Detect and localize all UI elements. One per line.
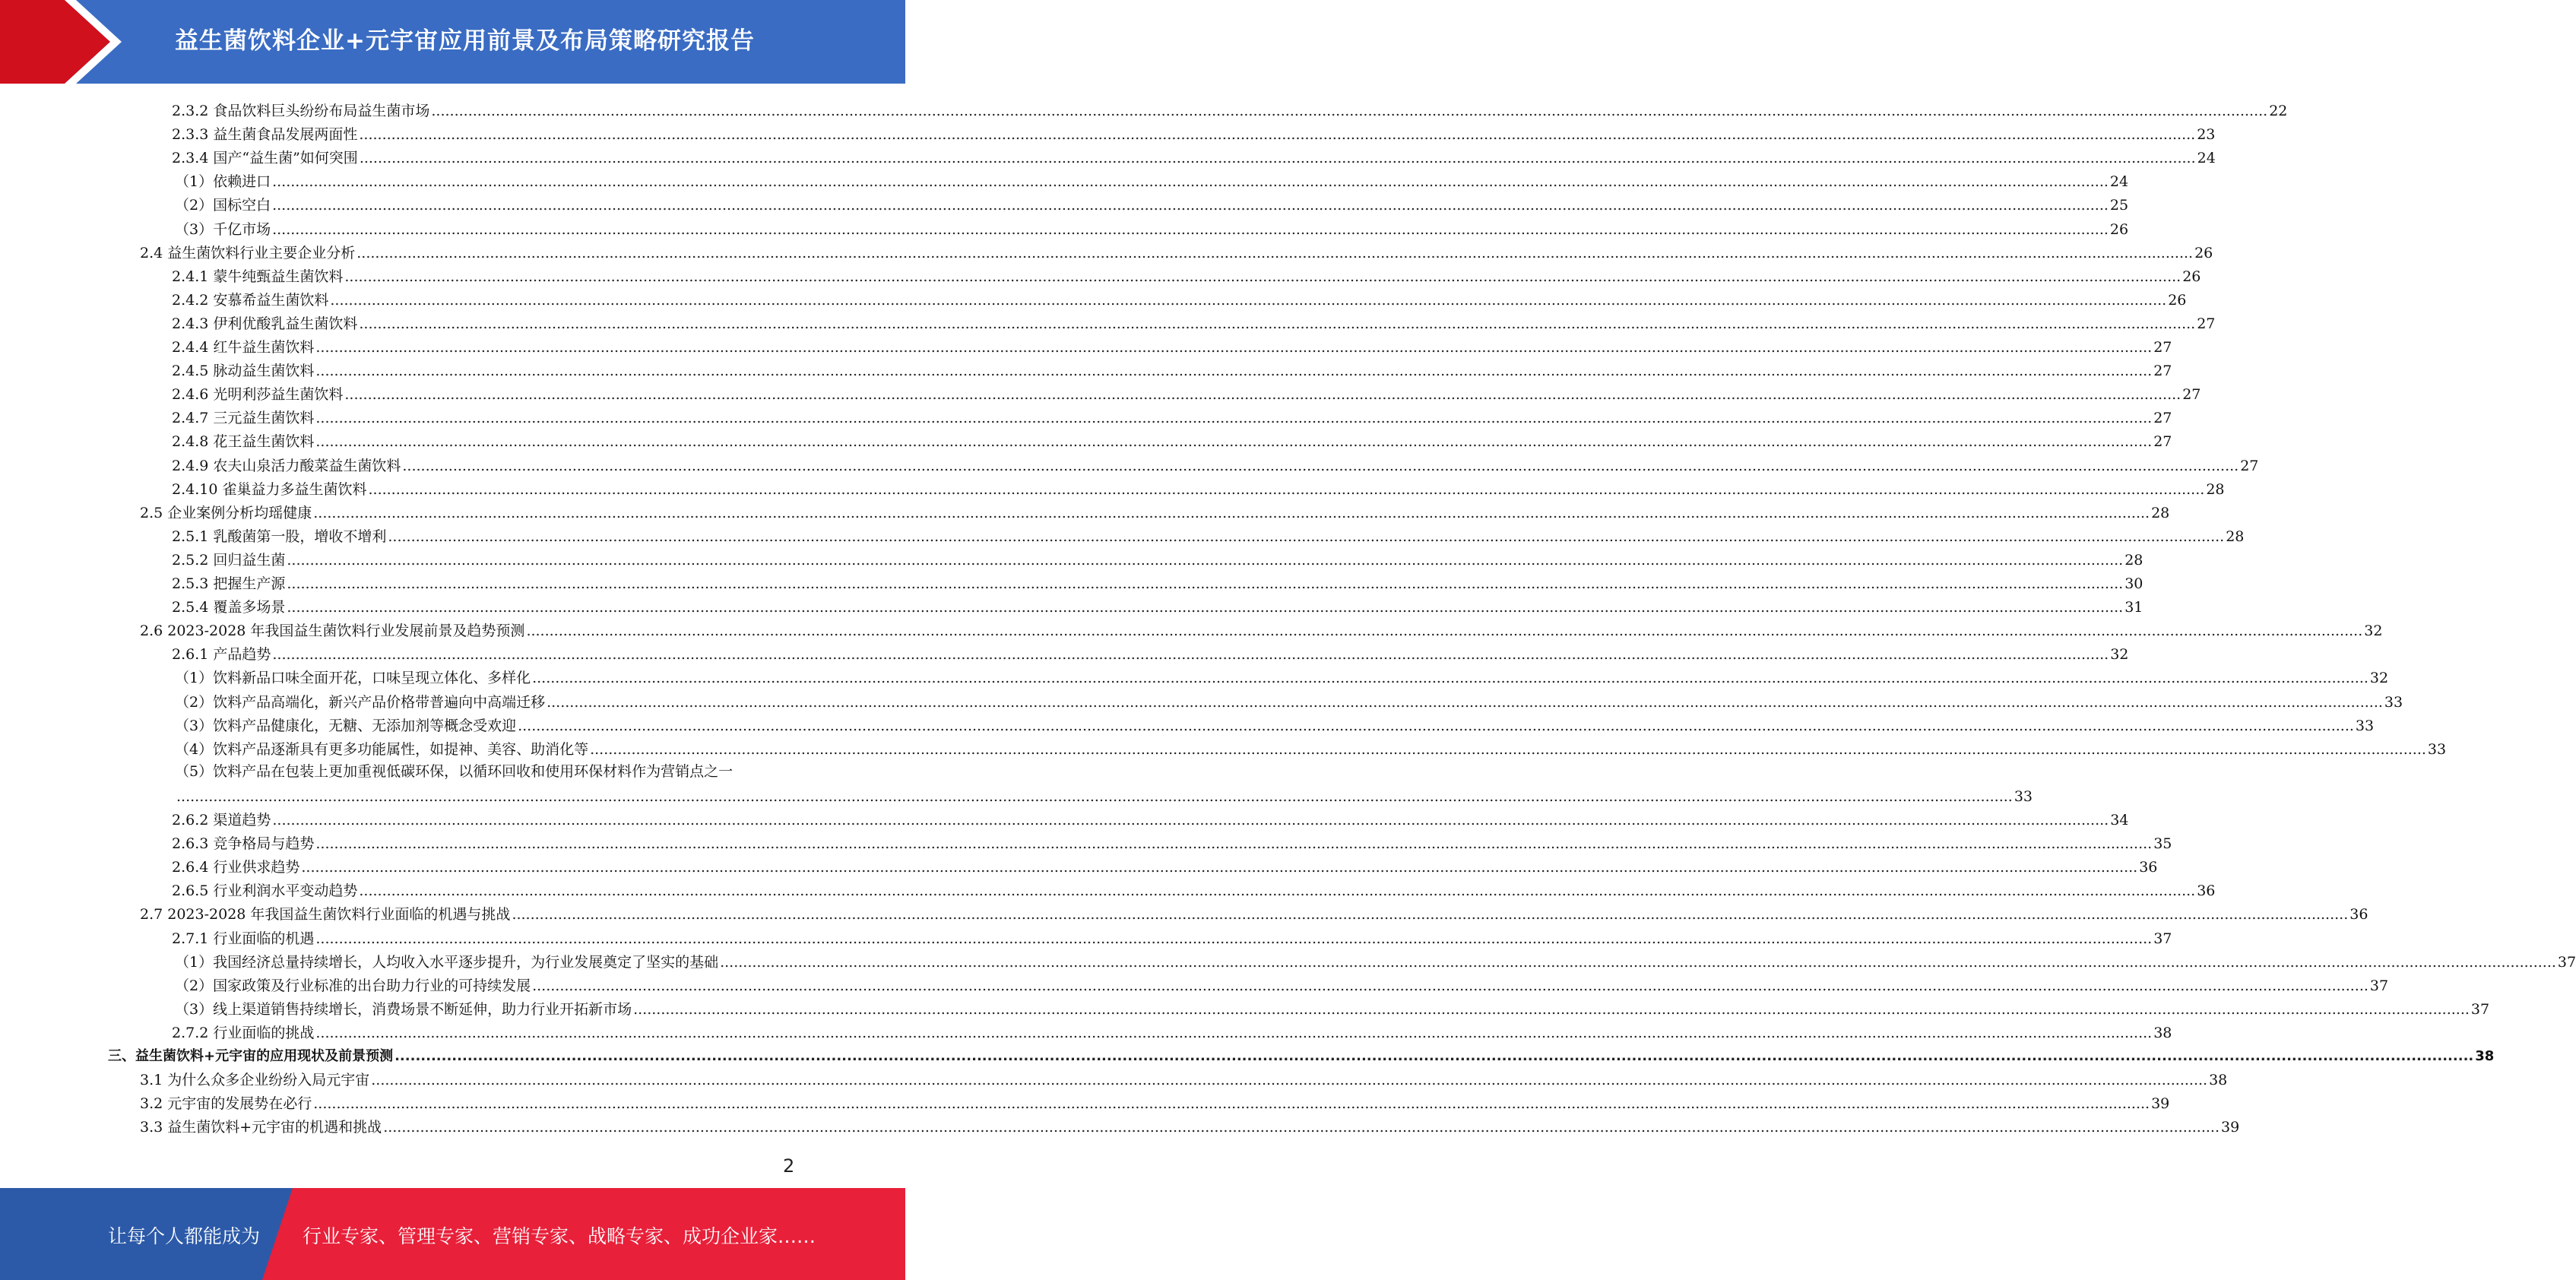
toc-entry-page: 33: [2014, 787, 2033, 805]
toc-entry-label: （1）我国经济总量持续增长，人均收入水平逐步提升，为行业发展奠定了坚实的基础: [175, 953, 719, 971]
toc-entry-label: 2.4.2 安慕希益生菌饮料: [172, 291, 329, 309]
toc-entry-page: 30: [2124, 575, 2143, 592]
toc-leader-dots: ................................................................................................................................................................................................................................................................................................................................................................................................................: [720, 953, 2556, 971]
toc-entry-page: 28: [2124, 551, 2143, 569]
toc-entry-label: 2.7.2 行业面临的挑战: [172, 1024, 315, 1041]
toc-entry-page: 36: [2197, 882, 2216, 900]
toc-entry[interactable]: [172, 594, 2143, 616]
toc-leader-dots: ................................................................................................................................................................................................................................................................................................................................................................................................................: [431, 103, 2268, 119]
footer-slogan-right: 行业专家、管理专家、营销专家、战略专家、成功企业家……: [303, 1225, 816, 1247]
toc-entry-page: 32: [2369, 670, 2389, 687]
toc-entry-label: （1）饮料新品口味全面开花，口味呈现立体化、多样化: [175, 670, 531, 687]
toc-entry[interactable]: [172, 877, 2216, 900]
toc-entry-label: 2.5.2 回归益生菌: [172, 551, 286, 569]
toc-leader-dots: ................................................................................................................................................................................................................................................................................................................................................................................................................: [315, 339, 2153, 356]
toc-entry-page: 22: [2269, 103, 2288, 119]
toc-entry[interactable]: [175, 664, 2389, 687]
toc-entry[interactable]: [172, 334, 2172, 356]
toc-entry-label: （5）饮料产品在包装上更加重视低碳环保，以循环回收和使用环保材料作为营销点之一: [175, 762, 734, 780]
toc-entry-label: 2.4 益生菌饮料行业主要企业分析: [140, 244, 356, 261]
toc-leader-dots: ................................................................................................................................................................................................................................................................................................................................................................................................................: [315, 930, 2153, 947]
page-footer: [0, 1188, 905, 1280]
toc-leader-dots: ................................................................................................................................................................................................................................................................................................................................................................................................................: [272, 220, 2109, 238]
toc-entry-label: 2.6.4 行业供求趋势: [172, 859, 300, 876]
toc-entry-page: 38: [2475, 1048, 2495, 1064]
toc-leader-dots: ................................................................................................................................................................................................................................................................................................................................................................................................................: [526, 623, 2363, 640]
toc-entry-label: 2.4.8 花王益生菌饮料: [172, 433, 315, 451]
toc-leader-dots: ................................................................................................................................................................................................................................................................................................................................................................................................................: [532, 977, 2368, 994]
toc-entry-label: 2.5 企业案例分析均瑶健康: [140, 504, 312, 521]
toc-leader-dots: ................................................................................................................................................................................................................................................................................................................................................................................................................: [176, 787, 2013, 805]
toc-entry[interactable]: [172, 925, 2172, 948]
toc-entry-page: 32: [2110, 646, 2129, 664]
toc-entry-page: 38: [2209, 1072, 2228, 1089]
toc-entry-label: 2.4.10 雀巢益力多益生菌饮料: [172, 480, 367, 498]
toc-entry[interactable]: [175, 736, 2447, 759]
toc-entry-label: 2.7.1 行业面临的机遇: [172, 930, 315, 947]
toc-entry-page: 25: [2109, 197, 2129, 214]
toc-leader-dots: ................................................................................................................................................................................................................................................................................................................................................................................................................: [301, 859, 2138, 876]
toc-entry[interactable]: [140, 1066, 2228, 1089]
toc-entry[interactable]: [140, 1114, 2240, 1136]
toc-entry-label: 2.5.3 把握生产源: [172, 575, 286, 592]
toc-entry-page: 27: [2182, 386, 2201, 404]
toc-entry-page: 33: [2355, 717, 2375, 734]
toc-entry[interactable]: [140, 617, 2383, 640]
toc-leader-dots: ................................................................................................................................................................................................................................................................................................................................................................................................................: [272, 197, 2109, 214]
toc-entry-page: 26: [2182, 268, 2201, 285]
toc-leader-dots: ................................................................................................................................................................................................................................................................................................................................................................................................................: [388, 528, 2225, 545]
toc-entry-label: 2.3.3 益生菌食品发展两面性: [172, 126, 358, 144]
toc-entry-label: 3.2 元宇宙的发展势在必行: [140, 1095, 312, 1113]
toc-entry-page: 31: [2124, 599, 2143, 616]
toc-entry-page: 27: [2240, 457, 2259, 474]
toc-entry[interactable]: [172, 547, 2143, 569]
toc-entry-page: 24: [2197, 150, 2216, 167]
toc-leader-dots: ................................................................................................................................................................................................................................................................................................................................................................................................................: [344, 386, 2182, 404]
toc-leader-dots: ................................................................................................................................................................................................................................................................................................................................................................................................................: [359, 150, 2196, 167]
toc-entry-page: 34: [2110, 812, 2129, 829]
toc-entry-page: 27: [2153, 363, 2172, 380]
toc-entry-label: 三、益生菌饮料+元宇宙的应用现状及前景预测: [108, 1048, 394, 1064]
toc-entry[interactable]: [172, 404, 2172, 427]
footer-slogan-left: 让每个人都能成为: [108, 1225, 261, 1247]
toc-entry-label: 2.3.4 国产“益生菌”如何突围: [172, 150, 358, 167]
toc-entry-page: 37: [2369, 977, 2389, 994]
toc-leader-dots: ................................................................................................................................................................................................................................................................................................................................................................................................................: [313, 504, 2150, 521]
toc-entry-page: 26: [2168, 291, 2187, 309]
toc-entry-label: 2.6.2 渠道趋势: [172, 812, 271, 829]
toc-entry-page: 37: [2153, 930, 2172, 947]
toc-entry-label: 2.6.1 产品趋势: [172, 646, 271, 664]
toc-entry[interactable]: [172, 263, 2201, 286]
toc-entry[interactable]: [172, 144, 2216, 167]
toc-entry-page: 28: [2226, 528, 2245, 545]
toc-entry[interactable]: [172, 1019, 2172, 1042]
toc-entry-label: （3）饮料产品健康化，无糖、无添加剂等概念受欢迎: [175, 717, 517, 734]
toc-entry[interactable]: [140, 901, 2368, 924]
toc-entry-page: 39: [2221, 1119, 2240, 1136]
toc-entry-page: 27: [2197, 315, 2216, 332]
toc-entry[interactable]: [140, 239, 2213, 262]
toc-entry[interactable]: [175, 712, 2375, 735]
toc-entry-label: （3）线上渠道销售持续增长，消费场景不断延伸，助力行业开拓新市场: [175, 1000, 632, 1018]
toc-leader-dots: ................................................................................................................................................................................................................................................................................................................................................................................................................: [315, 835, 2153, 853]
toc-entry[interactable]: [172, 287, 2187, 309]
toc-leader-dots: ................................................................................................................................................................................................................................................................................................................................................................................................................: [315, 433, 2153, 451]
page-header: [0, 0, 905, 84]
toc-entry-page: 27: [2153, 433, 2172, 451]
toc-entry-page: 36: [2349, 906, 2368, 924]
toc-entry-label: 2.4.9 农夫山泉活力酸菜益生菌饮料: [172, 457, 401, 474]
toc-entry[interactable]: [172, 570, 2143, 593]
toc-entry-label: 2.7 2023-2028 年我国益生菌饮料行业面临的机遇与挑战: [140, 906, 511, 924]
toc-leader-dots: ................................................................................................................................................................................................................................................................................................................................................................................................................: [633, 1000, 2470, 1018]
toc-entry[interactable]: [175, 996, 2490, 1019]
toc-leader-dots: ................................................................................................................................................................................................................................................................................................................................................................................................................: [272, 812, 2109, 829]
toc-entry-label: （1）依赖进口: [175, 173, 271, 191]
toc-leader-dots: ................................................................................................................................................................................................................................................................................................................................................................................................................: [518, 717, 2354, 734]
toc-entry[interactable]: [175, 783, 2033, 806]
toc-entry[interactable]: [175, 949, 2576, 971]
toc-entry-label: （2）国标空白: [175, 197, 271, 214]
toc-entry[interactable]: [172, 806, 2129, 829]
toc-entry-label: 2.6.3 竞争格局与趋势: [172, 835, 315, 853]
toc-entry-page: 27: [2153, 410, 2172, 427]
page-number: 2: [783, 1155, 795, 1177]
toc-entry-label: 2.4.1 蒙牛纯甄益生菌饮料: [172, 268, 344, 285]
toc-leader-dots: ................................................................................................................................................................................................................................................................................................................................................................................................................: [287, 575, 2124, 592]
toc-entry[interactable]: [172, 854, 2158, 876]
toc-leader-dots: ................................................................................................................................................................................................................................................................................................................................................................................................................: [287, 599, 2124, 616]
toc-entry[interactable]: [175, 216, 2129, 239]
toc-entry-label: 2.5.4 覆盖多场景: [172, 599, 286, 616]
toc-leader-dots: ................................................................................................................................................................................................................................................................................................................................................................................................................: [547, 693, 2383, 711]
toc-entry[interactable]: [172, 428, 2172, 451]
toc-entry-page: 32: [2364, 623, 2383, 640]
toc-entry[interactable]: [172, 476, 2225, 499]
toc-entry[interactable]: [172, 523, 2245, 546]
toc-entry[interactable]: [172, 641, 2129, 664]
toc-entry-page: 38: [2153, 1024, 2172, 1041]
toc-entry-label: 2.4.5 脉动益生菌饮料: [172, 363, 315, 380]
toc-leader-dots: ................................................................................................................................................................................................................................................................................................................................................................................................................: [330, 291, 2167, 309]
toc-entry-label: （2）国家政策及行业标准的出台助力行业的可持续发展: [175, 977, 531, 994]
toc-entry[interactable]: [172, 97, 2288, 120]
toc-entry-page: 26: [2109, 220, 2129, 238]
toc-entry[interactable]: [140, 499, 2170, 522]
toc-leader-dots: ................................................................................................................................................................................................................................................................................................................................................................................................................: [344, 268, 2182, 285]
toc-entry[interactable]: [172, 121, 2216, 144]
toc-entry-label: 2.4.6 光明利莎益生菌饮料: [172, 386, 344, 404]
toc-entry[interactable]: [172, 381, 2201, 404]
toc-entry-label: 2.6 2023-2028 年我国益生菌饮料行业发展前景及趋势预测: [140, 623, 525, 640]
toc-entry-page: 27: [2153, 339, 2172, 356]
toc-leader-dots: ................................................................................................................................................................................................................................................................................................................................................................................................................: [359, 315, 2196, 332]
toc-entry[interactable]: [175, 168, 2129, 191]
toc-leader-dots: ................................................................................................................................................................................................................................................................................................................................................................................................................: [315, 1024, 2153, 1041]
toc-entry-page: 33: [2427, 740, 2447, 758]
toc-entry-label: （3）千亿市场: [175, 220, 271, 238]
toc-entry-page: 39: [2151, 1095, 2170, 1113]
toc-chapter-entry[interactable]: [108, 1043, 2495, 1066]
toc-leader-dots: ................................................................................................................................................................................................................................................................................................................................................................................................................: [272, 646, 2109, 664]
toc-entry[interactable]: [140, 1090, 2170, 1113]
toc-entry-page: 37: [2557, 953, 2576, 971]
toc-leader-dots: ................................................................................................................................................................................................................................................................................................................................................................................................................: [359, 126, 2196, 144]
toc-entry[interactable]: [172, 357, 2172, 380]
toc-leader-dots: ................................................................................................................................................................................................................................................................................................................................................................................................................: [313, 1095, 2150, 1113]
toc-leader-dots: ................................................................................................................................................................................................................................................................................................................................................................................................................: [272, 173, 2109, 191]
toc-entry-label: （2）饮料产品高端化，新兴产品价格带普遍向中高端迁移: [175, 693, 546, 711]
toc-entry-page: 33: [2384, 693, 2403, 711]
toc-entry[interactable]: [172, 452, 2259, 475]
toc-entry-label: 2.4.7 三元益生菌饮料: [172, 410, 315, 427]
toc-entry-page: 23: [2197, 126, 2216, 144]
toc-entry-label: 2.4.4 红牛益生菌饮料: [172, 339, 315, 356]
toc-entry-page: 28: [2151, 504, 2170, 521]
toc-leader-dots: ................................................................................................................................................................................................................................................................................................................................................................................................................: [356, 244, 2194, 261]
toc-leader-dots: ................................................................................................................................................................................................................................................................................................................................................................................................................: [512, 906, 2349, 924]
toc-entry-page: 24: [2109, 173, 2129, 191]
toc-entry-label: 3.1 为什么众多企业纷纷入局元宇宙: [140, 1072, 370, 1089]
toc-leader-dots: ................................................................................................................................................................................................................................................................................................................................................................................................................: [371, 1072, 2208, 1089]
toc-entry-page: 26: [2194, 244, 2213, 261]
toc-entry-page: 37: [2470, 1000, 2490, 1018]
toc-entry-label: 3.3 益生菌饮料+元宇宙的机遇和挑战: [140, 1119, 382, 1136]
toc-leader-dots: ................................................................................................................................................................................................................................................................................................................................................................................................................: [315, 410, 2153, 427]
toc-leader-dots: ................................................................................................................................................................................................................................................................................................................................................................................................................: [402, 457, 2239, 474]
toc-leader-dots: ................................................................................................................................................................................................................................................................................................................................................................................................................: [368, 480, 2205, 498]
toc-entry[interactable]: [175, 972, 2389, 995]
toc-entry-page: 28: [2206, 480, 2225, 498]
toc-leader-dots: ................................................................................................................................................................................................................................................................................................................................................................................................................: [394, 1048, 2474, 1064]
toc-leader-dots: ................................................................................................................................................................................................................................................................................................................................................................................................................: [532, 670, 2368, 687]
toc-entry-label: 2.3.2 食品饮料巨头纷纷布局益生菌市场: [172, 103, 430, 119]
toc-entry-label: 2.6.5 行业利润水平变动趋势: [172, 882, 358, 900]
toc-entry-page: 36: [2139, 859, 2158, 876]
toc-entry[interactable]: [172, 830, 2172, 853]
toc-entry-label: 2.5.1 乳酸菌第一股，增收不增利: [172, 528, 387, 545]
header-title: 益生菌饮料企业+元宇宙应用前景及布局策略研究报告: [175, 27, 755, 55]
toc-leader-dots: ................................................................................................................................................................................................................................................................................................................................................................................................................: [315, 363, 2153, 380]
toc-entry-label: （4）饮料产品逐渐具有更多功能属性，如提神、美容、助消化等: [175, 740, 589, 758]
toc-leader-dots: ................................................................................................................................................................................................................................................................................................................................................................................................................: [287, 551, 2124, 569]
toc-leader-dots: ................................................................................................................................................................................................................................................................................................................................................................................................................: [383, 1119, 2220, 1136]
toc-entry[interactable]: [175, 192, 2129, 214]
toc-entry[interactable]: [172, 310, 2216, 333]
toc-entry-label: 2.4.3 伊利优酸乳益生菌饮料: [172, 315, 358, 332]
toc-entry[interactable]: [175, 689, 2403, 711]
toc-entry-page: 35: [2153, 835, 2172, 853]
toc-leader-dots: ................................................................................................................................................................................................................................................................................................................................................................................................................: [359, 882, 2196, 900]
toc-leader-dots: ................................................................................................................................................................................................................................................................................................................................................................................................................: [590, 740, 2426, 758]
